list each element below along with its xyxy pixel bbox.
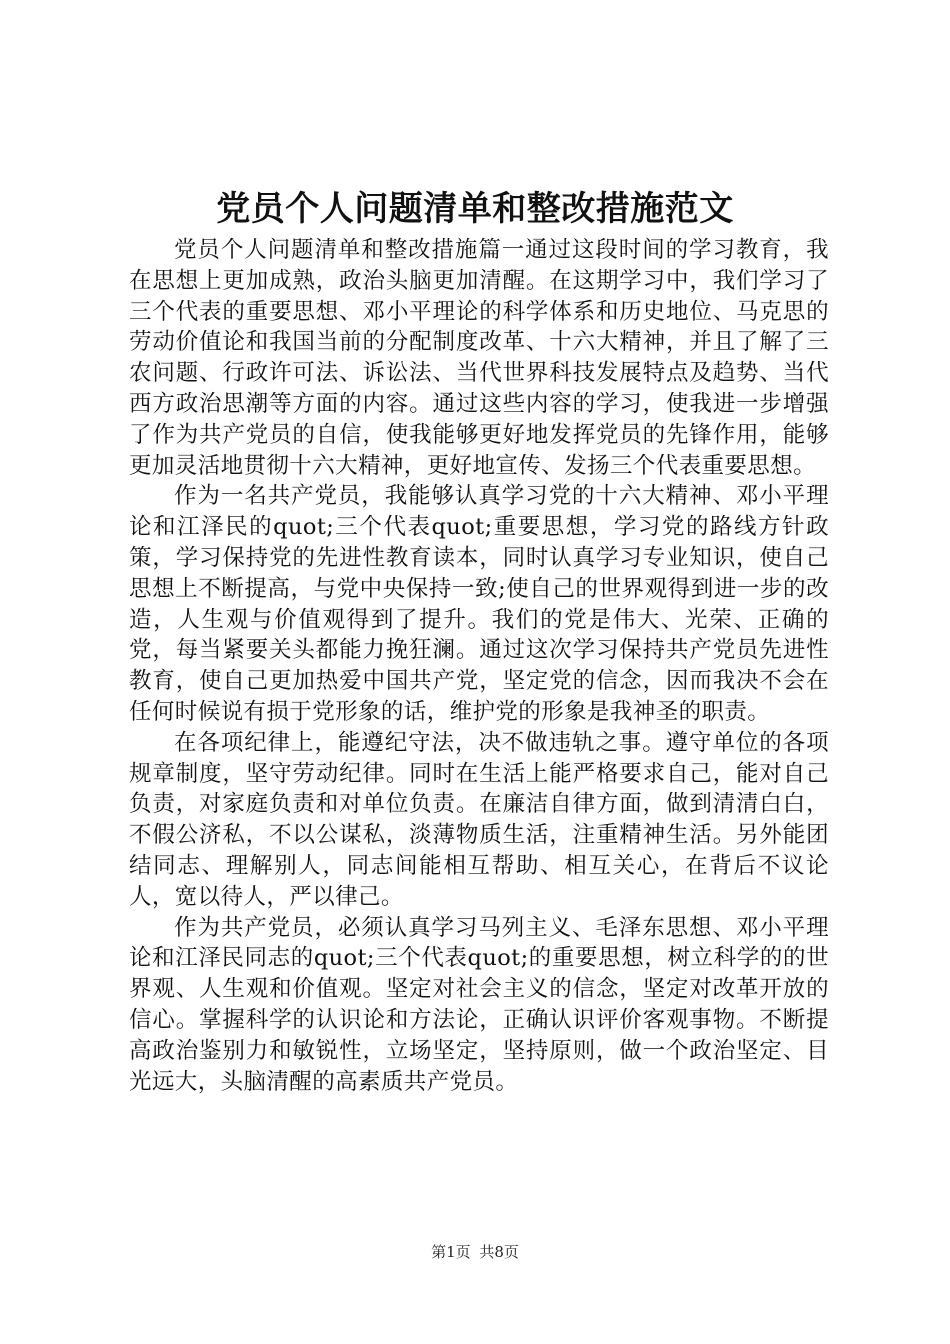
page-number: 第1页 xyxy=(431,1243,471,1261)
paragraph-1: 党员个人问题清单和整改措施篇一通过这段时间的学习教育，我在思想上更加成熟，政治头脑更加清醒。在这期学习中，我们学习了三个代表的重要思想、邓小平理论的科学体系和历史地位、马克思的劳动价值论和我国当前的分配制度改革、十六大精神，并且了解了三农问题、行政许可法、诉讼法、当代世界科技发展特点及趋势、当代西方政治思潮等方面的内容。通过这些内容的学习，使我进一步增强了作为共产党员的自信，使我能够更好地发挥党员的先锋作用，能够更加灵活地贯彻十六大精神，更好地宣传、发扬三个代表重要思想。 xyxy=(129,237,829,479)
paragraph-3: 在各项纪律上，能遵纪守法，决不做违轨之事。遵守单位的各项规章制度，坚守劳动纪律。同时在生活上能严格要求自己，能对自己负责，对家庭负责和对单位负责。在廉洁自律方面，做到清清白白，不假公济私，不以公谋私，淡薄物质生活，注重精神生活。另外能团结同志、理解别人，同志间能相互帮助、相互关心，在背后不议论人，宽以待人，严以律己。 xyxy=(129,729,829,910)
paragraph-2: 作为一名共产党员，我能够认真学习党的十六大精神、邓小平理论和江泽民的quot;三个代表quot;重要思想，学习党的路线方针政策，学习保持党的先进性教育读本，同时认真学习专业知识，使自己思想上不断提高，与党中央保持一致;使自己的世界观得到进一步的改造，人生观与价值观得到了提升。我们的党是伟大、光荣、正确的党，每当紧要关头都能力挽狂澜。通过这次学习保持共产党员先进性教育，使自己更加热爱中国共产党，坚定党的信念，因而我决不会在任何时候说有损于党形象的话，维护党的形象是我神圣的职责。 xyxy=(129,483,829,725)
page-footer xyxy=(0,1241,950,1263)
document-title: 党员个人问题清单和整改措施范文 xyxy=(216,189,734,229)
page-total: 共8页 xyxy=(479,1243,519,1261)
document-body xyxy=(129,235,829,1097)
paragraph-4: 作为共产党员，必须认真学习马列主义、毛泽东思想、邓小平理论和江泽民同志的quot;三个代表quot;的重要思想，树立科学的的世界观、人生观和价值观。坚定对社会主义的信念，坚定对改革开放的信心。掌握科学的认识论和方法论，正确认识评价客观事物。不断提高政治鉴别力和敏锐性，立场坚定，坚持原则，做一个政治坚定、目光远大，头脑清醒的高素质共产党员。 xyxy=(129,914,829,1095)
